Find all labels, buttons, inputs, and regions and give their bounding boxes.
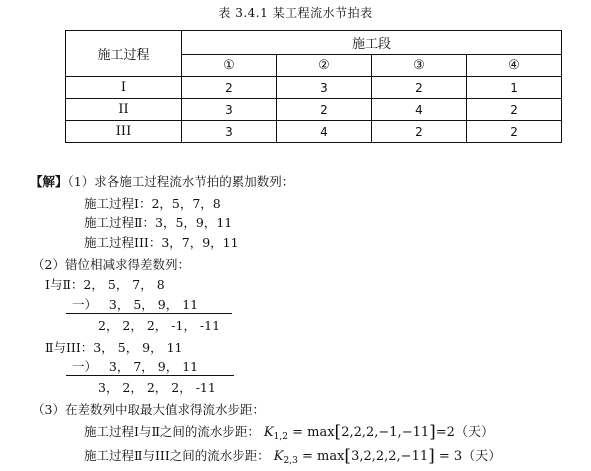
- subtraction-rule: [66, 375, 234, 376]
- value-cell: 3: [182, 99, 277, 121]
- table-row: [66, 77, 562, 99]
- k12-result: =2（天）: [435, 425, 494, 440]
- k12-symbol: K: [263, 425, 274, 440]
- value-cell: 4: [277, 121, 372, 143]
- cumulative-line: 施工过程Ⅰ：2，5，7，8: [84, 196, 221, 211]
- segment-cell: ③: [372, 55, 467, 77]
- pair2-result: 3， 2， 2， 2， -11: [98, 380, 216, 395]
- pair2-label: Ⅱ与III：3， 5， 9， 11: [45, 340, 183, 355]
- table-caption: 表 3.4.1 某工程流水节拍表: [218, 6, 373, 20]
- process-cell: II: [66, 99, 182, 121]
- value-cell: 3: [182, 121, 277, 143]
- process-cell: I: [66, 77, 182, 99]
- k12-subscript: 1,2: [273, 432, 288, 442]
- solution-tag: 【解】: [30, 174, 68, 189]
- k23-expr: = max: [301, 449, 345, 464]
- k23-subscript: 2,3: [283, 456, 298, 466]
- k23-formula: $K_{2,3} = \max[3,2,2,2,-11] = 3$（天）: [273, 446, 502, 466]
- k23-result: = 3（天）: [438, 449, 502, 464]
- pair1-label: Ⅰ与Ⅱ：2， 5， 7， 8: [45, 277, 165, 292]
- k12-expr: = max: [292, 425, 335, 440]
- value-cell: 4: [372, 99, 467, 121]
- pair1-result: 2， 2， 2， -1， -11: [98, 318, 221, 333]
- pair1-minus: 一） 3， 5， 9， 11: [72, 297, 199, 312]
- solution-step2: （2）错位相减求得差数列：: [32, 257, 190, 272]
- value-cell: 3: [277, 77, 372, 99]
- value-cell: 2: [372, 77, 467, 99]
- subtraction-rule: [66, 313, 232, 314]
- table-row: [66, 99, 562, 121]
- step1-text: （1）求各施工过程流水节拍的累加数列：: [67, 174, 295, 189]
- segment-header-cell: 施工段: [182, 31, 562, 55]
- k12-formula: $K_{1,2} = \max[2,2,2,-1,-11]=2$（天）: [263, 422, 494, 442]
- segment-cell: ④: [467, 55, 562, 77]
- k23-symbol: K: [273, 449, 284, 464]
- value-cell: 2: [277, 99, 372, 121]
- pair2-minus: 一） 3， 7， 9， 11: [72, 359, 199, 374]
- table-row: [66, 121, 562, 143]
- k12-prefix: 施工过程Ⅰ与Ⅱ之间的流水步距：: [84, 424, 260, 439]
- k12-set: 2,2,2,−1,−11: [341, 425, 430, 440]
- cumulative-line: 施工过程III：3，7，9，11: [84, 235, 239, 250]
- value-cell: 1: [467, 77, 562, 99]
- solution-step1: [30, 172, 294, 190]
- process-cell: III: [66, 121, 182, 143]
- cumulative-line: 施工过程Ⅱ：3，5，9，11: [84, 215, 233, 230]
- k23-line: [84, 445, 501, 466]
- table-header-row: [66, 31, 562, 55]
- value-cell: 2: [467, 99, 562, 121]
- k23-prefix: 施工过程Ⅱ与III之间的流水步距：: [84, 448, 270, 463]
- k23-set: 3,2,2,2,−11: [351, 449, 429, 464]
- k12-line: [84, 421, 494, 442]
- rhythm-table: [65, 30, 562, 143]
- value-cell: 2: [372, 121, 467, 143]
- solution-step3: （3）在差数列中取最大值求得流水步距：: [32, 402, 265, 417]
- value-cell: 2: [182, 77, 277, 99]
- value-cell: 2: [467, 121, 562, 143]
- segment-cell: ②: [277, 55, 372, 77]
- segment-cell: ①: [182, 55, 277, 77]
- process-header-cell: 施工过程: [66, 31, 182, 77]
